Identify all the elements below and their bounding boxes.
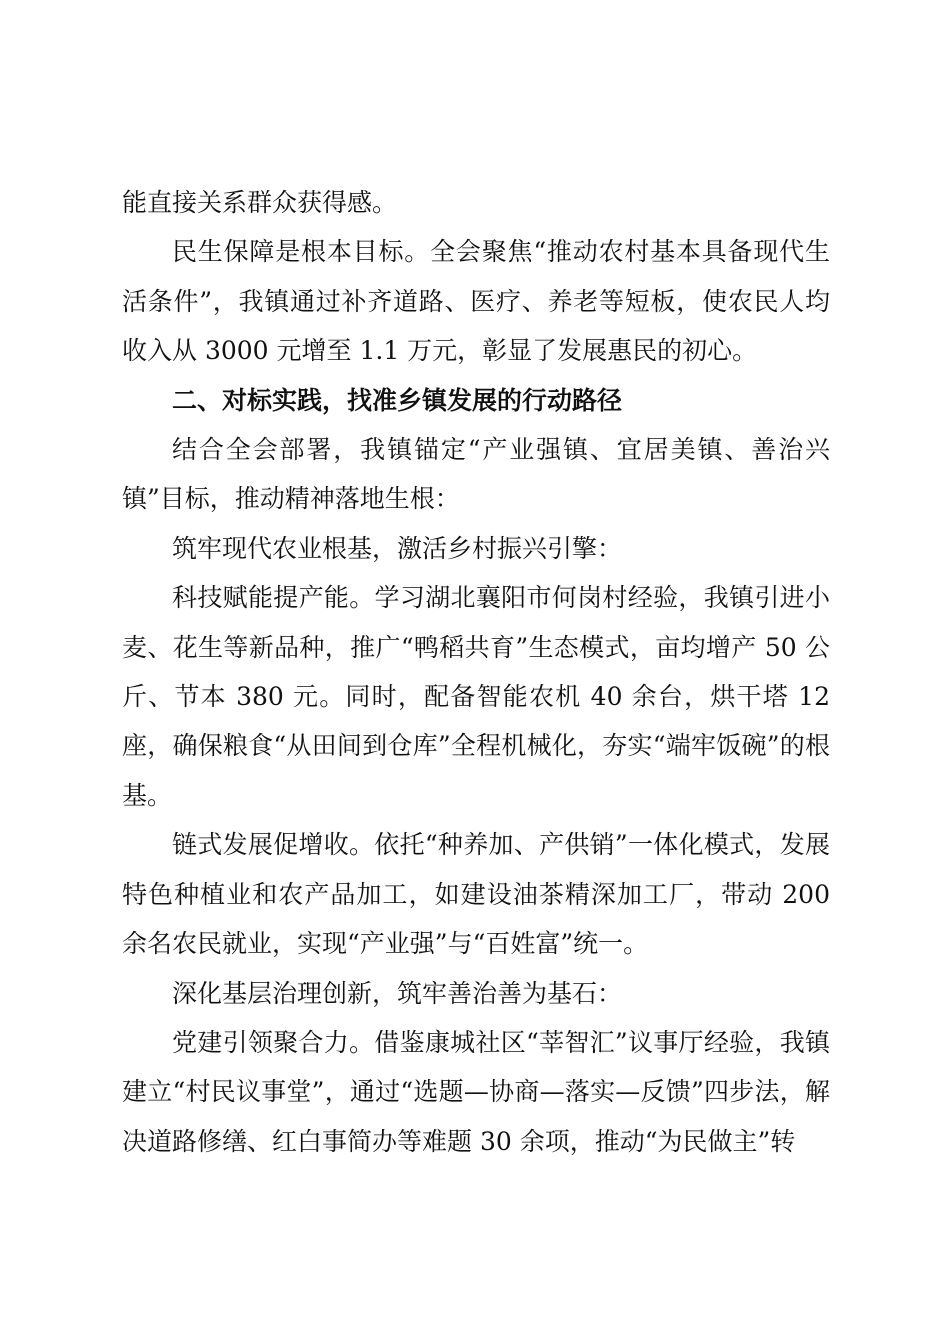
paragraph-chain-development: 链式发展促增收。依托“种养加、产供销”一体化模式，发展特色种植业和农产品加工，如建设油茶精深加工厂，带动 200 余名农民就业，实现“产业强”与“百姓富”统一。 (122, 830, 830, 959)
subheading-agriculture: 筑牢现代农业根基，激活乡村振兴引擎： (172, 533, 623, 563)
paragraph-continuation: 能直接关系群众获得感。 (122, 188, 398, 217)
section-heading: 二、对标实践，找准乡镇发展的行动路径 (172, 385, 623, 415)
paragraph-livelihood: 民生保障是根本目标。全会聚焦“推动农村基本具备现代生活条件”，我镇通过补齐道路、医疗、养老等短板，使农民人均收入从 3000 元增至 1.1 万元，彰显了发展惠民的初心。 (122, 237, 830, 366)
document-body (122, 178, 830, 1166)
paragraph-technology: 科技赋能提产能。学习湖北襄阳市何岗村经验，我镇引进小麦、花生等新品种，推广“鸭稻共育”生态模式，亩均增产 50 公斤、节本 380 元。同时，配备智能农机 40 余台，烘干塔 12 座，确保粮食“从田间到仓库”全程机械化，夯实“端牢饭碗”的根基。 (122, 583, 830, 810)
subheading-governance: 深化基层治理创新，筑牢善治善为基石： (172, 978, 623, 1008)
paragraph-party-building: 党建引领聚合力。借鉴康城社区“莘智汇”议事厅经验，我镇建立“村民议事堂”，通过“选题—协商—落实—反馈”四步法，解决道路修缮、红白事简办等难题 30 余项，推动“为民做主”转 (122, 1027, 830, 1156)
paragraph-goals: 结合全会部署，我镇锚定“产业强镇、宜居美镇、善治兴镇”目标，推动精神落地生根： (122, 435, 830, 514)
